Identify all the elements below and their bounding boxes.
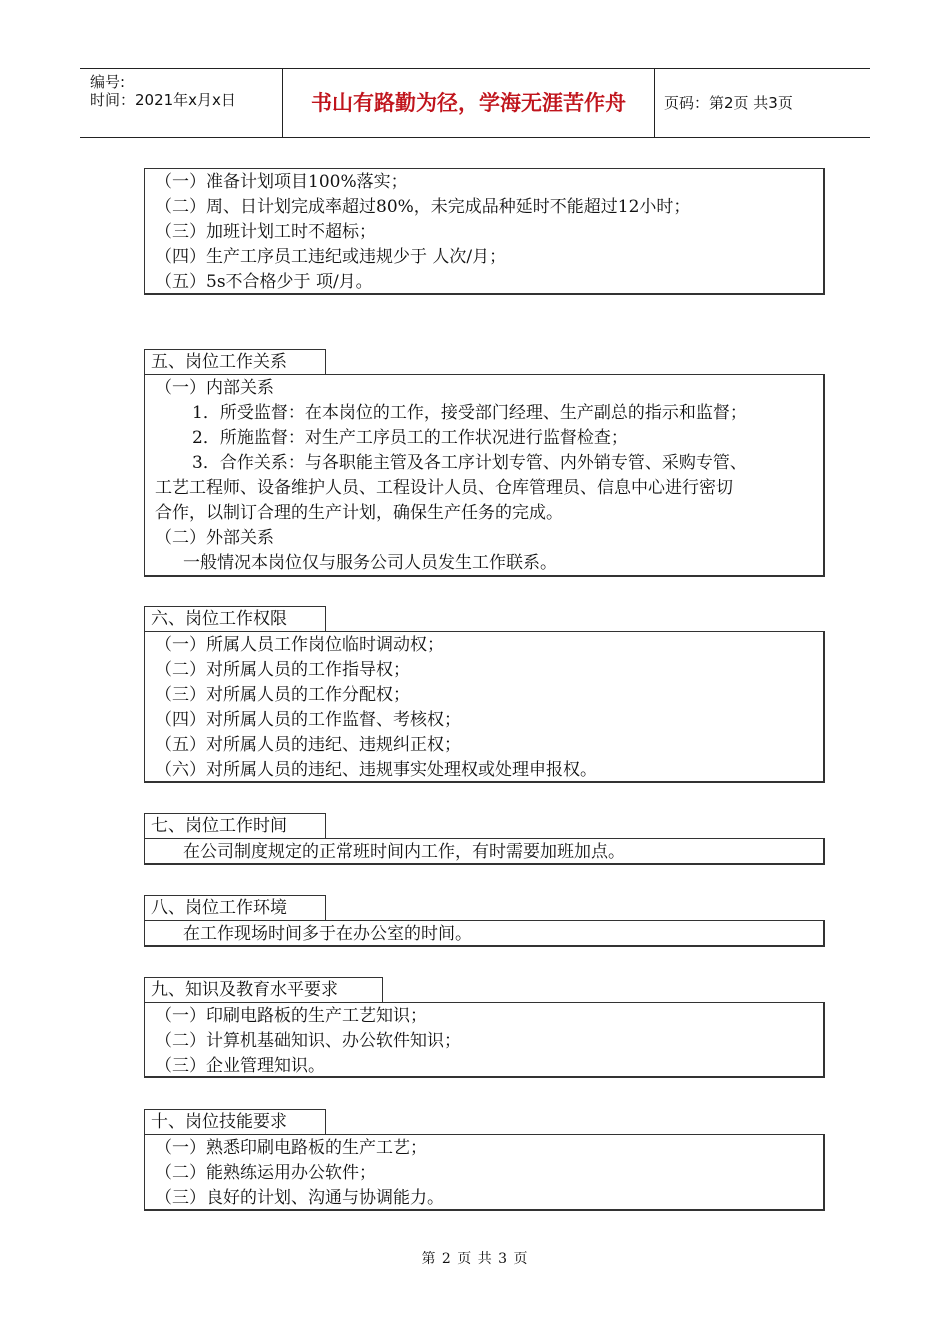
- authority-item: （一）所属人员工作岗位临时调动权；: [155, 635, 444, 655]
- relation-item-continued: 合作，以制订合理的生产计划，确保生产任务的完成。: [155, 503, 563, 523]
- goal-item: （一）准备计划项目100%落实；: [155, 172, 408, 192]
- relation-item: 1．所受监督：在本岗位的工作，接受部门经理、生产副总的指示和监督；: [192, 403, 747, 423]
- environment-text: 在工作现场时间多于在办公室的时间。: [183, 924, 472, 944]
- environment-box: [144, 920, 825, 947]
- relation-item-continued: 工艺工程师、设备维护人员、工程设计人员、仓库管理员、信息中心进行密切: [155, 478, 733, 498]
- section-title: 九、知识及教育水平要求: [144, 977, 383, 1002]
- section-title: 六、岗位工作权限: [144, 606, 326, 631]
- authority-box: [144, 631, 825, 783]
- external-relations-heading: （二）外部关系: [155, 528, 274, 548]
- internal-relations-heading: （一）内部关系: [155, 378, 274, 398]
- authority-item: （三）对所属人员的工作分配权；: [155, 685, 410, 705]
- knowledge-item: （三）企业管理知识。: [155, 1056, 325, 1076]
- work-time-box: [144, 838, 825, 865]
- relations-box: [144, 374, 825, 577]
- goal-item: （五）5s不合格少于 项/月。: [155, 272, 373, 292]
- knowledge-box: [144, 1002, 825, 1078]
- work-time-text: 在公司制度规定的正常班时间内工作，有时需要加班加点。: [183, 842, 625, 862]
- skills-box: [144, 1134, 825, 1211]
- skill-item: （三）良好的计划、沟通与协调能力。: [155, 1188, 444, 1208]
- page-footer: 第 2 页 共 3 页: [421, 1251, 529, 1267]
- header-page-label: 页码：第2页 共3页: [664, 94, 793, 112]
- document-time-label: 时间：2021年x月x日: [90, 91, 236, 109]
- relation-item: 2．所施监督：对生产工序员工的工作状况进行监督检查；: [192, 428, 628, 448]
- authority-item: （五）对所属人员的违纪、违规纠正权；: [155, 735, 461, 755]
- knowledge-item: （二）计算机基础知识、办公软件知识；: [155, 1031, 461, 1051]
- document-header: [80, 68, 870, 138]
- skill-item: （一）熟悉印刷电路板的生产工艺；: [155, 1138, 427, 1158]
- header-meta: [80, 69, 282, 137]
- section-title: 五、岗位工作关系: [144, 349, 326, 374]
- external-relations-text: 一般情况本岗位仅与服务公司人员发生工作联系。: [183, 553, 557, 573]
- knowledge-item: （一）印刷电路板的生产工艺知识；: [155, 1006, 427, 1026]
- goal-item: （四）生产工序员工违纪或违规少于 人次/月；: [155, 247, 507, 267]
- skill-item: （二）能熟练运用办公软件；: [155, 1163, 376, 1183]
- authority-item: （二）对所属人员的工作指导权；: [155, 660, 410, 680]
- authority-item: （六）对所属人员的违纪、违规事实处理权或处理申报权。: [155, 760, 597, 780]
- section-title: 七、岗位工作时间: [144, 813, 326, 838]
- section-title: 十、岗位技能要求: [144, 1109, 326, 1134]
- section-title: 八、岗位工作环境: [144, 895, 326, 920]
- goal-item: （二）周、日计划完成率超过80%，未完成品种延时不能超过12小时；: [155, 197, 691, 217]
- relation-item: 3．合作关系：与各职能主管及各工序计划专管、内外销专管、采购专管、: [192, 453, 747, 473]
- header-motto: 书山有路勤为径，学海无涯苦作舟: [282, 69, 655, 137]
- document-number-label: 编号:: [90, 73, 126, 91]
- goals-box: [144, 168, 825, 295]
- goal-item: （三）加班计划工时不超标；: [155, 222, 376, 242]
- authority-item: （四）对所属人员的工作监督、考核权；: [155, 710, 461, 730]
